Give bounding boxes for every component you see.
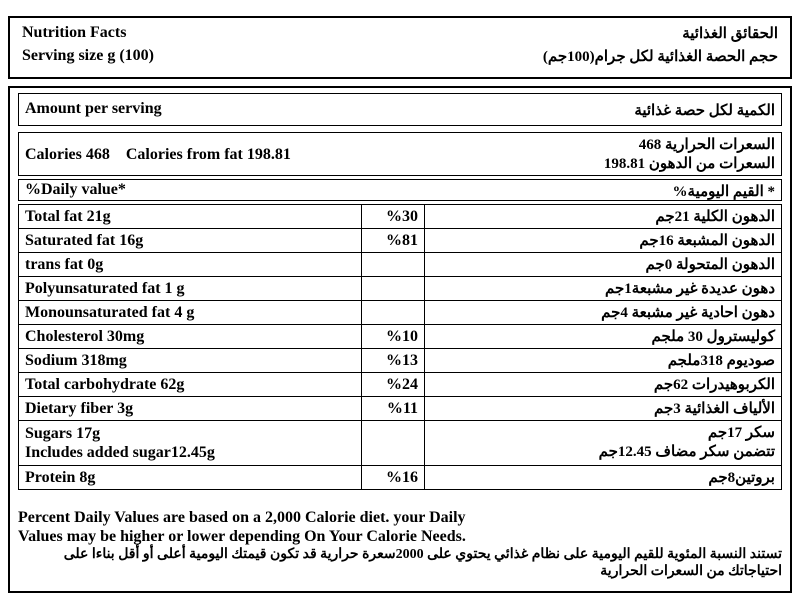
table-row xyxy=(19,397,782,421)
table-row-protein xyxy=(19,466,782,490)
footer-note xyxy=(18,508,782,580)
nutrient-table xyxy=(18,204,782,490)
nutrient-pct xyxy=(362,253,425,277)
calories-en: Calories 468 Calories from fat 198.81 xyxy=(25,146,291,163)
nutrient-ar: كوليسترول 30 ملجم xyxy=(425,325,782,349)
table-row xyxy=(19,325,782,349)
daily-value-ar: * القيم اليومية% xyxy=(672,184,775,200)
sugars-en xyxy=(19,421,362,466)
nutrient-pct: %10 xyxy=(362,325,425,349)
nutrient-ar: الدهون الكلية 21جم xyxy=(425,205,782,229)
nutrient-en: Polyunsaturated fat 1 g xyxy=(19,277,362,301)
footer-en-line1: Percent Daily Values are based on a 2,000 Calorie diet. your Daily xyxy=(18,509,466,526)
nutrient-en: Saturated fat 16g xyxy=(19,229,362,253)
nutrient-ar: الألياف الغذائية 3جم xyxy=(425,397,782,421)
nutrient-ar: الكربوهيدرات 62جم xyxy=(425,373,782,397)
nutrient-ar: دهون احادية غير مشبعة 4جم xyxy=(425,301,782,325)
sugars-ar xyxy=(425,421,782,466)
footer-ar-line1: تستند النسبة المئوية للقيم اليومية على نظام غذائي يحتوي على 2000سعرة حرارية قد تكون قيمتك اليومية أعلى أو أقل بناءا على xyxy=(63,547,782,562)
nutrient-pct xyxy=(362,277,425,301)
nutrient-pct xyxy=(362,301,425,325)
sugars-pct xyxy=(362,421,425,466)
table-row-sugars xyxy=(19,421,782,466)
nutrient-en: Dietary fiber 3g xyxy=(19,397,362,421)
table-row xyxy=(19,253,782,277)
calories-row xyxy=(18,132,782,176)
table-row xyxy=(19,277,782,301)
nutrient-ar: دهون عديدة غير مشبعة1جم xyxy=(425,277,782,301)
nutrient-en: Cholesterol 30mg xyxy=(19,325,362,349)
sugars-ar-line1: سكر 17جم xyxy=(707,425,775,441)
table-row xyxy=(19,301,782,325)
nutrient-en: Monounsaturated fat 4 g xyxy=(19,301,362,325)
protein-ar: بروتين8جم xyxy=(425,466,782,490)
daily-value-row xyxy=(18,179,782,201)
footer-en-line2: Values may be higher or lower depending On Your Calorie Needs. xyxy=(18,528,466,545)
nutrient-pct: %13 xyxy=(362,349,425,373)
nutrient-en: Sodium 318mg xyxy=(19,349,362,373)
sugars-ar-line2: تتضمن سكر مضاف 12.45جم xyxy=(598,444,775,460)
nutrient-pct: %81 xyxy=(362,229,425,253)
protein-en: Protein 8g xyxy=(19,466,362,490)
sugars-en-line2: Includes added sugar12.45g xyxy=(25,444,215,461)
title-en: Nutrition Facts xyxy=(22,24,127,41)
nutrient-pct: %11 xyxy=(362,397,425,421)
nutrient-pct: %24 xyxy=(362,373,425,397)
nutrient-ar: الدهون المتحولة 0جم xyxy=(425,253,782,277)
calories-ar-line2: السعرات من الدهون 198.81 xyxy=(603,156,775,172)
protein-pct: %16 xyxy=(362,466,425,490)
nutrient-en: Total carbohydrate 62g xyxy=(19,373,362,397)
nutrient-en: Total fat 21g xyxy=(19,205,362,229)
calories-ar-line1: السعرات الحرارية 468 xyxy=(638,137,775,153)
amount-en: Amount per serving xyxy=(25,100,162,117)
header-box xyxy=(8,16,792,79)
sugars-en-line1: Sugars 17g xyxy=(25,425,101,442)
table-row xyxy=(19,229,782,253)
nutrient-pct: %30 xyxy=(362,205,425,229)
amount-ar: الكمية لكل حصة غذائية xyxy=(634,103,775,119)
table-row xyxy=(19,373,782,397)
footer-ar-line2: احتياجاتك من السعرات الحرارية xyxy=(600,564,782,579)
serving-size-en: Serving size g (100) xyxy=(22,47,154,64)
nutrient-ar: صوديوم 318ملجم xyxy=(425,349,782,373)
title-ar: الحقائق الغذائية xyxy=(682,26,778,42)
daily-value-en: %Daily value* xyxy=(25,181,126,198)
table-row xyxy=(19,205,782,229)
serving-size-ar: حجم الحصة الغذائية لكل جرام(100جم) xyxy=(542,49,778,65)
nutrient-en: trans fat 0g xyxy=(19,253,362,277)
amount-per-serving-row xyxy=(18,93,782,126)
table-row xyxy=(19,349,782,373)
nutrient-ar: الدهون المشبعة 16جم xyxy=(425,229,782,253)
